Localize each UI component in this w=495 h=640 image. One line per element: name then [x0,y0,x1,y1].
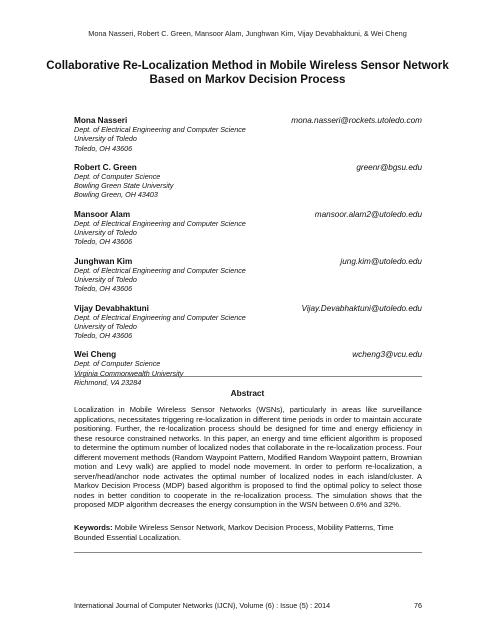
abstract-text: Localization in Mobile Wireless Sensor Networks (WSNs), particularly in areas like surveillance applications, necessitates triggering re-localization in different time periods in order to maintain accurate positioning. Further, the re-localization process should be designed for time and energy efficiency in these resource constrained networks. In this paper, an energy and time efficient algorithm is proposed to determine the optimum number of localized nodes that collaborate in the re-localization process. Four different movement methods (Random Waypoint Pattern, Modified Random Waypoint pattern, Brownian motion and Levy walk) are applied to model node movement. In order to perform re-localization, a server/head/anchor node activates the optimal number of localized nodes in each island/cluster. A Markov Decision Process (MDP) based algorithm is proposed to find the optimal policy to select those nodes in better condition to cooperate in the re-localization process. The simulation shows that the proposed MDP algorithm decreases the energy consumption in the WSN between 0.6% and 32%. [74,405,422,510]
author-name: Junghwan Kim [74,256,133,266]
abstract-heading: Abstract [230,388,265,398]
author-institution: Virginia Commonwealth University [74,368,184,378]
author-name: Wei Cheng [74,350,117,360]
author-department: Dept. of Computer Science [74,171,161,181]
author-block [74,350,422,387]
author-institution: University of Toledo [74,228,137,238]
author-block [74,210,422,247]
author-block [74,257,422,294]
author-location: Richmond, VA 23284 [74,378,142,388]
author-location: Toledo, OH 43606 [74,284,133,294]
bottom-divider [74,552,422,553]
page-footer [74,601,422,610]
author-block [74,304,422,341]
author-name: Vijay Devabhaktuni [74,303,149,313]
author-email: mansoor.alam2@utoledo.edu [314,209,422,219]
author-institution: University of Toledo [74,134,137,144]
author-institution: University of Toledo [74,321,137,331]
page-number: 76 [414,601,422,610]
keywords-label: Keywords: [74,523,113,532]
author-department: Dept. of Electrical Engineering and Computer Science [74,265,246,275]
paper-title: Collaborative Re-Localization Method in Mobile Wireless Sensor Network Based on Markov Decision Process [46,59,449,86]
author-email: Vijay.Devabhaktuni@utoledo.edu [301,303,422,313]
author-department: Dept. of Electrical Engineering and Computer Science [74,218,246,228]
top-divider [74,376,422,377]
author-email: greenr@bgsu.edu [356,162,422,172]
author-location: Toledo, OH 43606 [74,143,133,153]
author-location: Toledo, OH 43606 [74,331,133,341]
keywords [74,523,422,542]
running-head: Mona Nasseri, Robert C. Green, Mansoor Alam, Junghwan Kim, Vijay Devabhaktuni, & Wei Cheng [88,29,407,38]
author-department: Dept. of Computer Science [74,359,161,369]
keywords-text: Mobile Wireless Sensor Network, Markov Decision Process, Mobility Patterns, Time Bounded Essential Localization. [74,523,394,542]
author-email: jung.kim@utoledo.edu [340,256,422,266]
footer-journal: International Journal of Computer Networks (IJCN), Volume (6) : Issue (5) : 2014 [74,601,331,610]
author-department: Dept. of Electrical Engineering and Computer Science [74,125,246,134]
author-institution: Bowling Green State University [74,181,174,191]
author-block [74,163,422,200]
author-block [74,116,422,153]
author-location: Bowling Green, OH 43403 [74,190,158,200]
author-name: Mansoor Alam [74,209,131,219]
author-name: Robert C. Green [74,162,137,172]
author-email: mona.nasseri@rockets.utoledo.com [291,116,422,125]
author-location: Toledo, OH 43606 [74,237,133,247]
author-institution: University of Toledo [74,274,137,284]
author-department: Dept. of Electrical Engineering and Computer Science [74,312,246,322]
author-name: Mona Nasseri [74,116,128,125]
author-email: wcheng3@vcu.edu [352,350,422,360]
author-list [74,116,422,397]
